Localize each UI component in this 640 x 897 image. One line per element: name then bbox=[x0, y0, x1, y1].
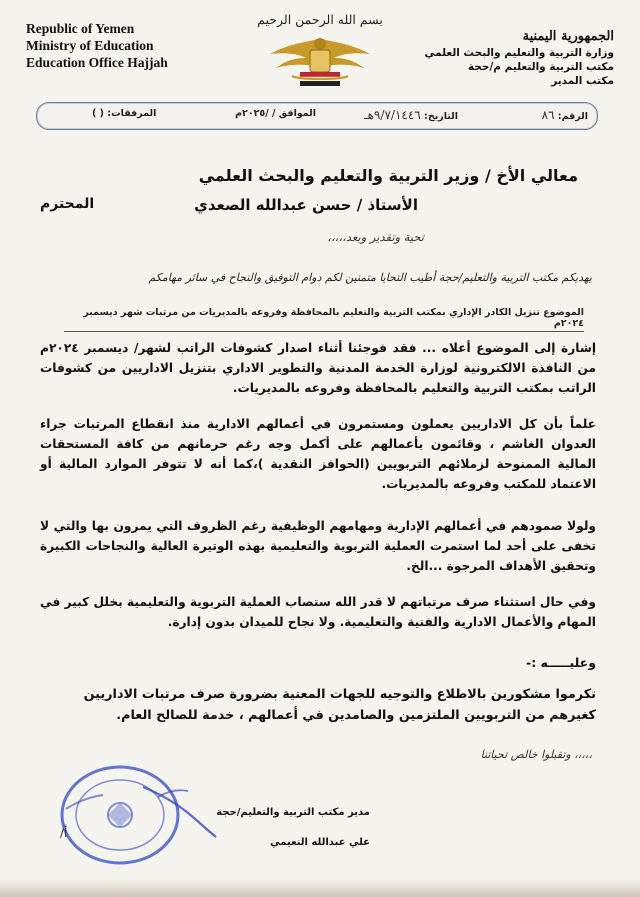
yemen-emblem-icon bbox=[262, 32, 378, 88]
closing-line: وتقبلوا خالص تحياتنا ،،،،، bbox=[480, 748, 592, 761]
page-edge-shadow bbox=[0, 879, 640, 897]
header-ar-line: الجمهورية اليمنية bbox=[522, 29, 614, 44]
header-english bbox=[26, 20, 168, 71]
therefore-label: وعليـــــه :- bbox=[526, 655, 596, 670]
ref-number bbox=[542, 108, 588, 122]
addressee-title: معالي الأخ / وزير التربية والتعليم والبحث العلمي bbox=[198, 166, 578, 185]
respect-label: المحترم bbox=[40, 196, 95, 212]
signer-initial: أ/ bbox=[60, 826, 68, 840]
ref-date-label: التاريخ: bbox=[424, 111, 458, 122]
paragraph-1: إشارة إلى الموضوع أعلاه ... فقد فوجئنا أثناء اصدار كشوفات الراتب لشهر/ ديسمبر ٢٠٢٤م من النافذة الالكترونية لوزارة الخدمة المدنية والتطوير الاداري بتنزيل الاداريين من كشوفات الراتب بمكتب التربية والتعليم بالمحافظة وفروعه بالمديريات. bbox=[40, 341, 596, 395]
header-en-line: Ministry of Education bbox=[26, 38, 154, 53]
header-ar-line: وزارة التربية والتعليم والبحث العلمي bbox=[424, 47, 614, 59]
ref-date-value: ٩/٧/١٤٤٦هـ bbox=[364, 108, 421, 122]
basmala: بسم الله الرحمن الرحيم bbox=[257, 12, 383, 27]
header-ar-line: مكتب المدير bbox=[551, 75, 614, 87]
header-en-line: Education Office Hajjah bbox=[26, 55, 168, 70]
subject-line: الموضوع تنزيل الكادر الإداري بمكتب التربية والتعليم بالمحافظة وفروعه بالمديريات من مرتبات شهر ديسمبر ٢٠٢٤م bbox=[64, 307, 584, 332]
paragraph-4: وفي حال استثناء صرف مرتباتهم لا قدر الله ستصاب العملية التربوية والتعليمية بخلل كبير في المهام والأعمال الادارية والفنية والتعليمية. ولا نجاح للميدان بدون إدارة. bbox=[40, 595, 596, 629]
ref-corresponding-value: / /٢٠٢٥م bbox=[235, 108, 276, 119]
ref-number-label: الرقم: bbox=[557, 111, 588, 122]
header-arabic bbox=[404, 28, 614, 88]
greeting: تحية وتقدير وبعد،،،،، bbox=[327, 230, 424, 244]
header-ar-line: مكتب التربية والتعليم م/حجة bbox=[467, 61, 614, 73]
ref-date bbox=[364, 108, 458, 122]
addressee-name: الأستاذ / حسن عبدالله الصعدي bbox=[194, 196, 418, 214]
ref-number-value: ٨٦ bbox=[541, 108, 555, 122]
ref-corresponding bbox=[235, 108, 316, 119]
signer-name: علي عبدالله النعيمي bbox=[270, 837, 370, 848]
official-stamp-icon bbox=[48, 757, 223, 872]
signer-title: مدير مكتب التربية والتعليم/حجة bbox=[216, 807, 370, 818]
paragraph-2: علماً بأن كل الاداريين يعملون ومستمرون في أعمالهم الادارية منذ انقطاع المرتبات جراء العدوان الغاشم ، وقائمون بأعمالهم على أكمل وجه رغم حرمانهم من كافة المستحقات المالية الممنوحة لزملائهم التربويين (الحوافز النقدية )،كما أنه لا تتوفر الموارد المالية أو الاعتماد للمكتب وفروعه بالمديريات. bbox=[40, 417, 596, 491]
signature-block bbox=[60, 798, 370, 858]
header-en-line: Republic of Yemen bbox=[26, 21, 135, 36]
request-paragraph: تكرموا مشكورين بالاطلاع والتوجيه للجهات المعنية بضرورة صرف مرتبات الاداريين كغيرهم من التربويين الملتزمين والصامدين في أعمالهم ، خدمة للصالح العام. bbox=[83, 687, 596, 723]
paragraph-3: ولولا صمودهم في أعمالهم الإدارية ومهامهم الوظيفية رغم الظروف التي يمرون بها والتي لا تخفى على أحد لما استمرت العملية التربوية والتعليمية بهذه الوتيرة العالية والنجاحات الكبيرة وتحقيق الأهداف المرجوة ...الخ. bbox=[40, 519, 596, 573]
ref-corresponding-label: الموافق bbox=[278, 108, 316, 119]
intro-line: يهديكم مكتب التربية والتعليم/حجة أطيب التحايا متمنين لكم دوام التوفيق والنجاح في سائر مهامكم bbox=[148, 271, 592, 284]
ref-attachments: المرفقات: ( ) bbox=[92, 108, 157, 119]
